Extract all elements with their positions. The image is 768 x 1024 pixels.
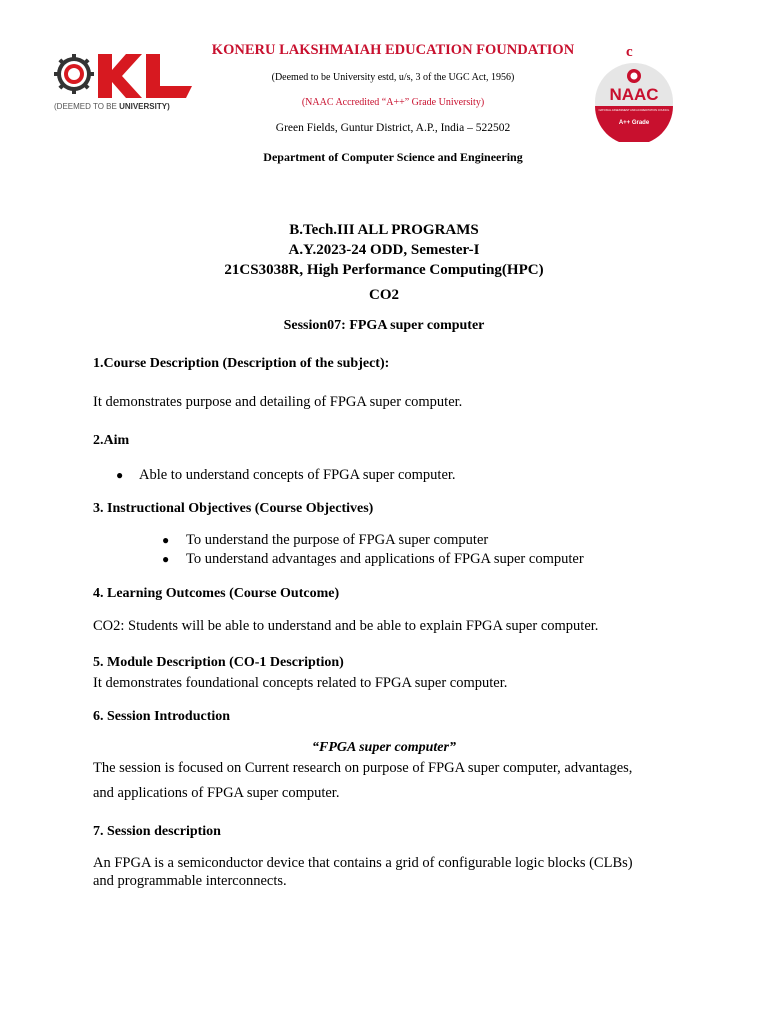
- deemed-line: (Deemed to be University estd, u/s, 3 of the UGC Act, 1956): [271, 72, 515, 83]
- session-title: Session07: FPGA super computer: [283, 318, 485, 333]
- section-7-heading: 7. Session description: [93, 824, 221, 839]
- bullet-dot-icon: ●: [162, 533, 170, 547]
- naac-logo-name: NAAC: [609, 85, 659, 104]
- section-1-text: It demonstrates purpose and detailing of FPGA super computer.: [93, 394, 463, 410]
- naac-accreditation-line: (NAAC Accredited “A++” Grade University): [301, 97, 485, 108]
- aim-item: Able to understand concepts of FPGA super computer.: [139, 467, 456, 483]
- section-7-text-line2: and programmable interconnects.: [93, 873, 287, 889]
- section-4-heading: 4. Learning Outcomes (Course Outcome): [93, 586, 340, 601]
- bullet-dot-icon: ●: [162, 552, 170, 566]
- department-name: Department of Computer Science and Engineering: [263, 150, 523, 164]
- section-3-heading: 3. Instructional Objectives (Course Objectives): [93, 501, 374, 516]
- naac-logo: [594, 62, 674, 142]
- section-7-text-line1: An FPGA is a semiconductor device that contains a grid of configurable logic blocks (CLBs): [93, 855, 633, 871]
- kl-university-logo: [52, 48, 194, 112]
- institution-name: KONERU LAKSHMAIAH EDUCATION FOUNDATION: [211, 42, 575, 58]
- section-5-heading: 5. Module Description (CO-1 Description): [93, 655, 344, 670]
- course-title: 21CS3038R, High Performance Computing(HPC): [224, 262, 544, 278]
- objective-item: To understand the purpose of FPGA super computer: [186, 532, 489, 548]
- institution-address: Green Fields, Guntur District, A.P., India – 522502: [275, 122, 511, 134]
- section-1-heading: 1.Course Description (Description of the subject):: [93, 356, 390, 371]
- section-4-text: CO2: Students will be able to understand and be able to explain FPGA super computer.: [93, 618, 599, 634]
- bullet-dot-icon: ●: [116, 468, 124, 482]
- program-title: B.Tech.III ALL PROGRAMS: [289, 222, 479, 238]
- section-6-text-line2: and applications of FPGA super computer.: [93, 785, 340, 801]
- session-intro-quote: “FPGA super computer”: [312, 740, 456, 755]
- section-6-heading: 6. Session Introduction: [93, 709, 231, 724]
- section-5-text: It demonstrates foundational concepts related to FPGA super computer.: [93, 675, 508, 691]
- course-outcome-label: CO2: [369, 287, 399, 303]
- section-6-text-line1: The session is focused on Current research on purpose of FPGA super computer, advantages,: [93, 760, 633, 776]
- naac-corner-letter: c: [626, 44, 633, 60]
- academic-year: A.Y.2023-24 ODD, Semester-I: [288, 242, 480, 258]
- section-2-heading: 2.Aim: [93, 433, 130, 448]
- kl-tagline: (DEEMED TO BE UNIVERSITY): [54, 102, 170, 111]
- naac-logo-grade: A++ Grade: [618, 120, 650, 126]
- naac-logo-caption: NATIONAL ASSESSMENT AND ACCREDITATION COUNCIL: [598, 109, 670, 112]
- objective-item: To understand advantages and applications of FPGA super computer: [186, 551, 584, 567]
